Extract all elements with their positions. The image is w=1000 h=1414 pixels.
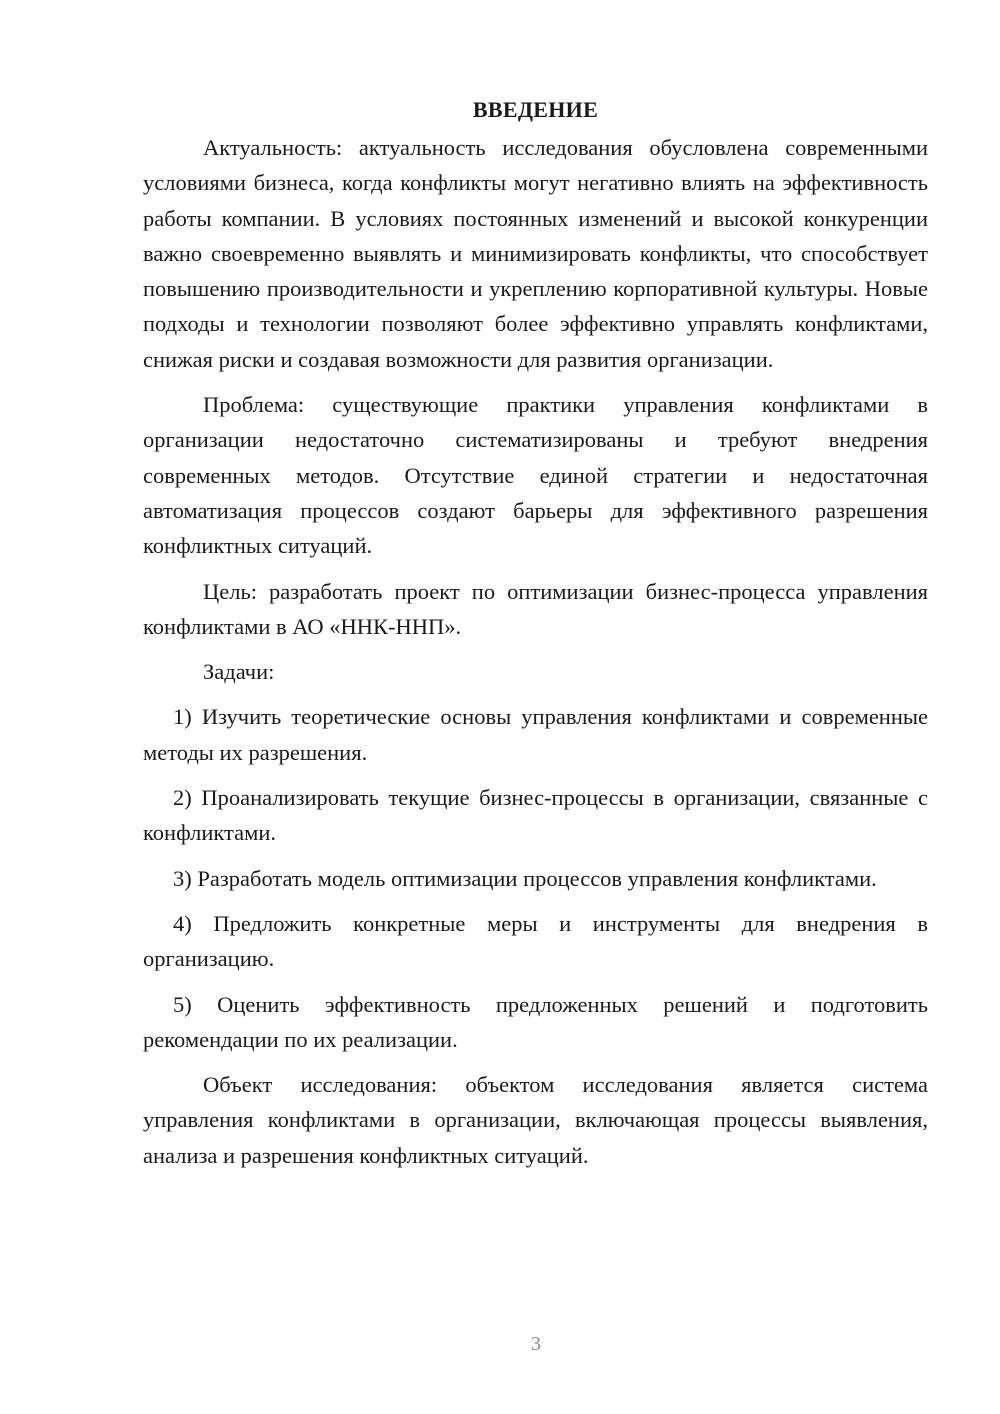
page-number: 3: [531, 1333, 541, 1355]
task-item: 4) Предложить конкретные меры и инструменты для внедрения в организацию.: [143, 910, 928, 972]
section-heading: ВВЕДЕНИЕ: [472, 97, 599, 122]
task-item: 3) Разработать модель оптимизации процессов управления конфликтами.: [173, 865, 877, 891]
document-page: [143, 92, 928, 1173]
object-paragraph: Объект исследования: объектом исследования является система управления конфликтами в организации, включающая процессы выявления, анализа и разрешения конфликтных ситуаций.: [143, 1072, 928, 1168]
task-item: 1) Изучить теоретические основы управления конфликтами и современные методы их разрешения.: [143, 704, 928, 765]
problem-paragraph: Проблема: существующие практики управления конфликтами в организации недостаточно систематизированы и требуют внедрения современных методов. Отсутствие единой стратегии и недостаточная автоматизация процессов создают барьеры для эффективного разрешения конфликтных ситуаций.: [143, 392, 928, 559]
task-item: 5) Оценить эффективность предложенных решений и подготовить рекомендации по их реализации.: [143, 991, 928, 1052]
task-item: 2) Проанализировать текущие бизнес-процессы в организации, связанные с конфликтами.: [143, 785, 928, 846]
goal-paragraph: Цель: разработать проект по оптимизации бизнес-процесса управления конфликтами в АО «ННК-ННП».: [143, 578, 928, 639]
tasks-title: Задачи:: [203, 659, 275, 685]
relevance-paragraph: Актуальность: актуальность исследования обусловлена современными условиями бизнеса, когда конфликты могут негативно влиять на эффективность работы компании. В условиях постоянных изменений и высокой конкуренции важно своевременно выявлять и минимизировать конфликты, что способствует повышению производительности и укреплению корпоративной культуры. Новые подходы и технологии позволяют более эффективно управлять конфликтами, снижая риски и создавая возможности для развития организации.: [143, 135, 928, 372]
